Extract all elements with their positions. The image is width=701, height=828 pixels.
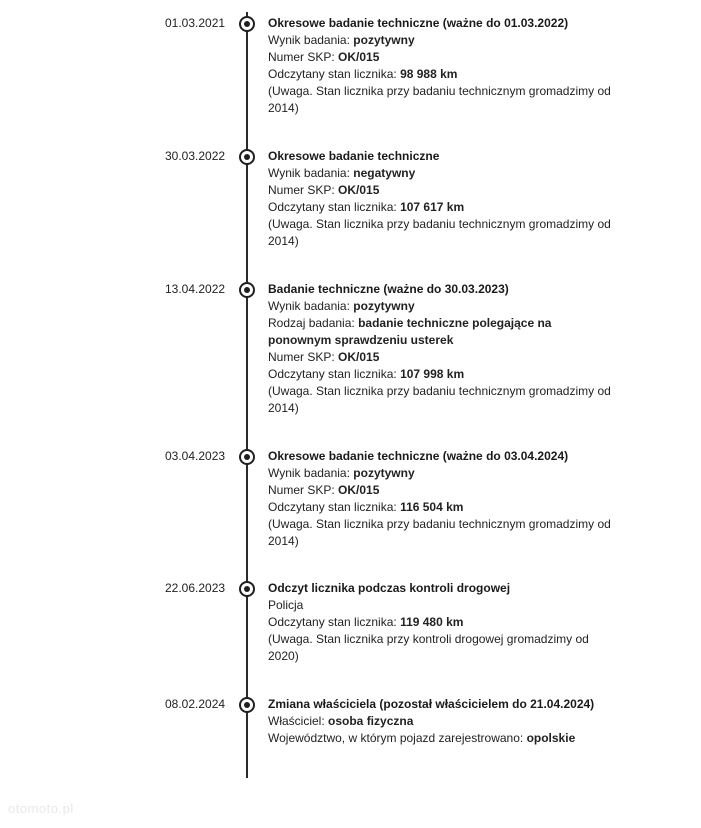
entry-date: 13.04.2022 — [165, 282, 226, 296]
entry-line — [268, 165, 613, 182]
entry-title: Okresowe badanie techniczne — [268, 149, 440, 163]
line-value: OK/015 — [338, 350, 380, 364]
watermark: otomoto.pl — [8, 801, 74, 816]
line-value: negatywny — [353, 166, 416, 180]
entry-line — [268, 182, 613, 199]
line-label: Numer SKP: — [268, 350, 339, 364]
line-label: Odczytany stan licznika: — [268, 67, 401, 81]
entry-line — [268, 66, 613, 83]
line-value: 98 988 km — [400, 67, 458, 81]
entry-title: Zmiana właściciela (pozostał właścicielem do 21.04.2024) — [268, 697, 595, 711]
entry-content — [268, 281, 613, 417]
timeline-line — [246, 12, 248, 778]
line-label: Województwo, w którym pojazd zarejestrowano: — [268, 731, 527, 745]
entry-line — [268, 482, 613, 499]
entry-title: Badanie techniczne (ważne do 30.03.2023) — [268, 282, 509, 296]
line-value: 107 998 km — [400, 367, 465, 381]
entry-date: 22.06.2023 — [165, 581, 226, 595]
entry-line — [268, 315, 613, 349]
entry-line — [268, 32, 613, 49]
timeline-dot-icon — [239, 16, 255, 32]
entry-line — [268, 349, 613, 366]
timeline-dot-icon — [239, 449, 255, 465]
entry-content — [268, 696, 613, 747]
line-label: Odczytany stan licznika: — [268, 500, 401, 514]
line-label: Numer SKP: — [268, 50, 339, 64]
line-value: OK/015 — [338, 183, 380, 197]
line-label: Rodzaj badania: — [268, 316, 359, 330]
entry-line — [268, 199, 613, 216]
entry-content — [268, 580, 613, 665]
entry-line — [268, 499, 613, 516]
entry-date: 03.04.2023 — [165, 449, 226, 463]
entry-date: 30.03.2022 — [165, 149, 226, 163]
line-label: Odczytany stan licznika: — [268, 200, 401, 214]
entry-date: 01.03.2021 — [165, 16, 226, 30]
line-value: 107 617 km — [400, 200, 465, 214]
timeline-dot-icon — [239, 282, 255, 298]
line-value: osoba fizyczna — [328, 714, 414, 728]
timeline-dot-icon — [239, 697, 255, 713]
entry-note: (Uwaga. Stan licznika przy badaniu technicznym gromadzimy od 2014) — [268, 517, 611, 548]
entry-content — [268, 15, 613, 117]
line-value: pozytywny — [353, 299, 415, 313]
line-label: Wynik badania: — [268, 466, 354, 480]
entry-plain: Policja — [268, 598, 304, 612]
entry-line — [268, 366, 613, 383]
entry-line — [268, 49, 613, 66]
line-label: Właściciel: — [268, 714, 329, 728]
line-value: 119 480 km — [400, 615, 464, 629]
entry-content — [268, 148, 613, 250]
entry-line — [268, 614, 613, 631]
timeline-dot-icon — [239, 149, 255, 165]
entry-line — [268, 465, 613, 482]
line-value: opolskie — [526, 731, 576, 745]
entry-title: Okresowe badanie techniczne (ważne do 03.04.2024) — [268, 449, 569, 463]
line-label: Wynik badania: — [268, 299, 354, 313]
entry-content — [268, 448, 613, 550]
line-label: Odczytany stan licznika: — [268, 367, 401, 381]
entry-note: (Uwaga. Stan licznika przy badaniu technicznym gromadzimy od 2014) — [268, 384, 611, 415]
timeline-dot-icon — [239, 581, 255, 597]
line-label: Wynik badania: — [268, 166, 354, 180]
line-value: pozytywny — [353, 33, 415, 47]
entry-note: (Uwaga. Stan licznika przy kontroli drogowej gromadzimy od 2020) — [268, 632, 589, 663]
line-label: Numer SKP: — [268, 483, 339, 497]
entry-line — [268, 713, 613, 730]
line-value: OK/015 — [338, 483, 380, 497]
line-value: 116 504 km — [400, 500, 464, 514]
entry-line — [268, 298, 613, 315]
line-label: Odczytany stan licznika: — [268, 615, 401, 629]
entry-note: (Uwaga. Stan licznika przy badaniu technicznym gromadzimy od 2014) — [268, 217, 611, 248]
line-label: Numer SKP: — [268, 183, 339, 197]
line-value: OK/015 — [338, 50, 380, 64]
entry-title: Odczyt licznika podczas kontroli drogowej — [268, 581, 511, 595]
line-label: Wynik badania: — [268, 33, 354, 47]
line-value: badanie techniczne polegające na ponownym sprawdzeniu usterek — [268, 316, 552, 347]
entry-note: (Uwaga. Stan licznika przy badaniu technicznym gromadzimy od 2014) — [268, 84, 611, 115]
entry-title: Okresowe badanie techniczne (ważne do 01.03.2022) — [268, 16, 569, 30]
entry-line — [268, 730, 613, 747]
line-value: pozytywny — [353, 466, 415, 480]
entry-date: 08.02.2024 — [165, 697, 226, 711]
